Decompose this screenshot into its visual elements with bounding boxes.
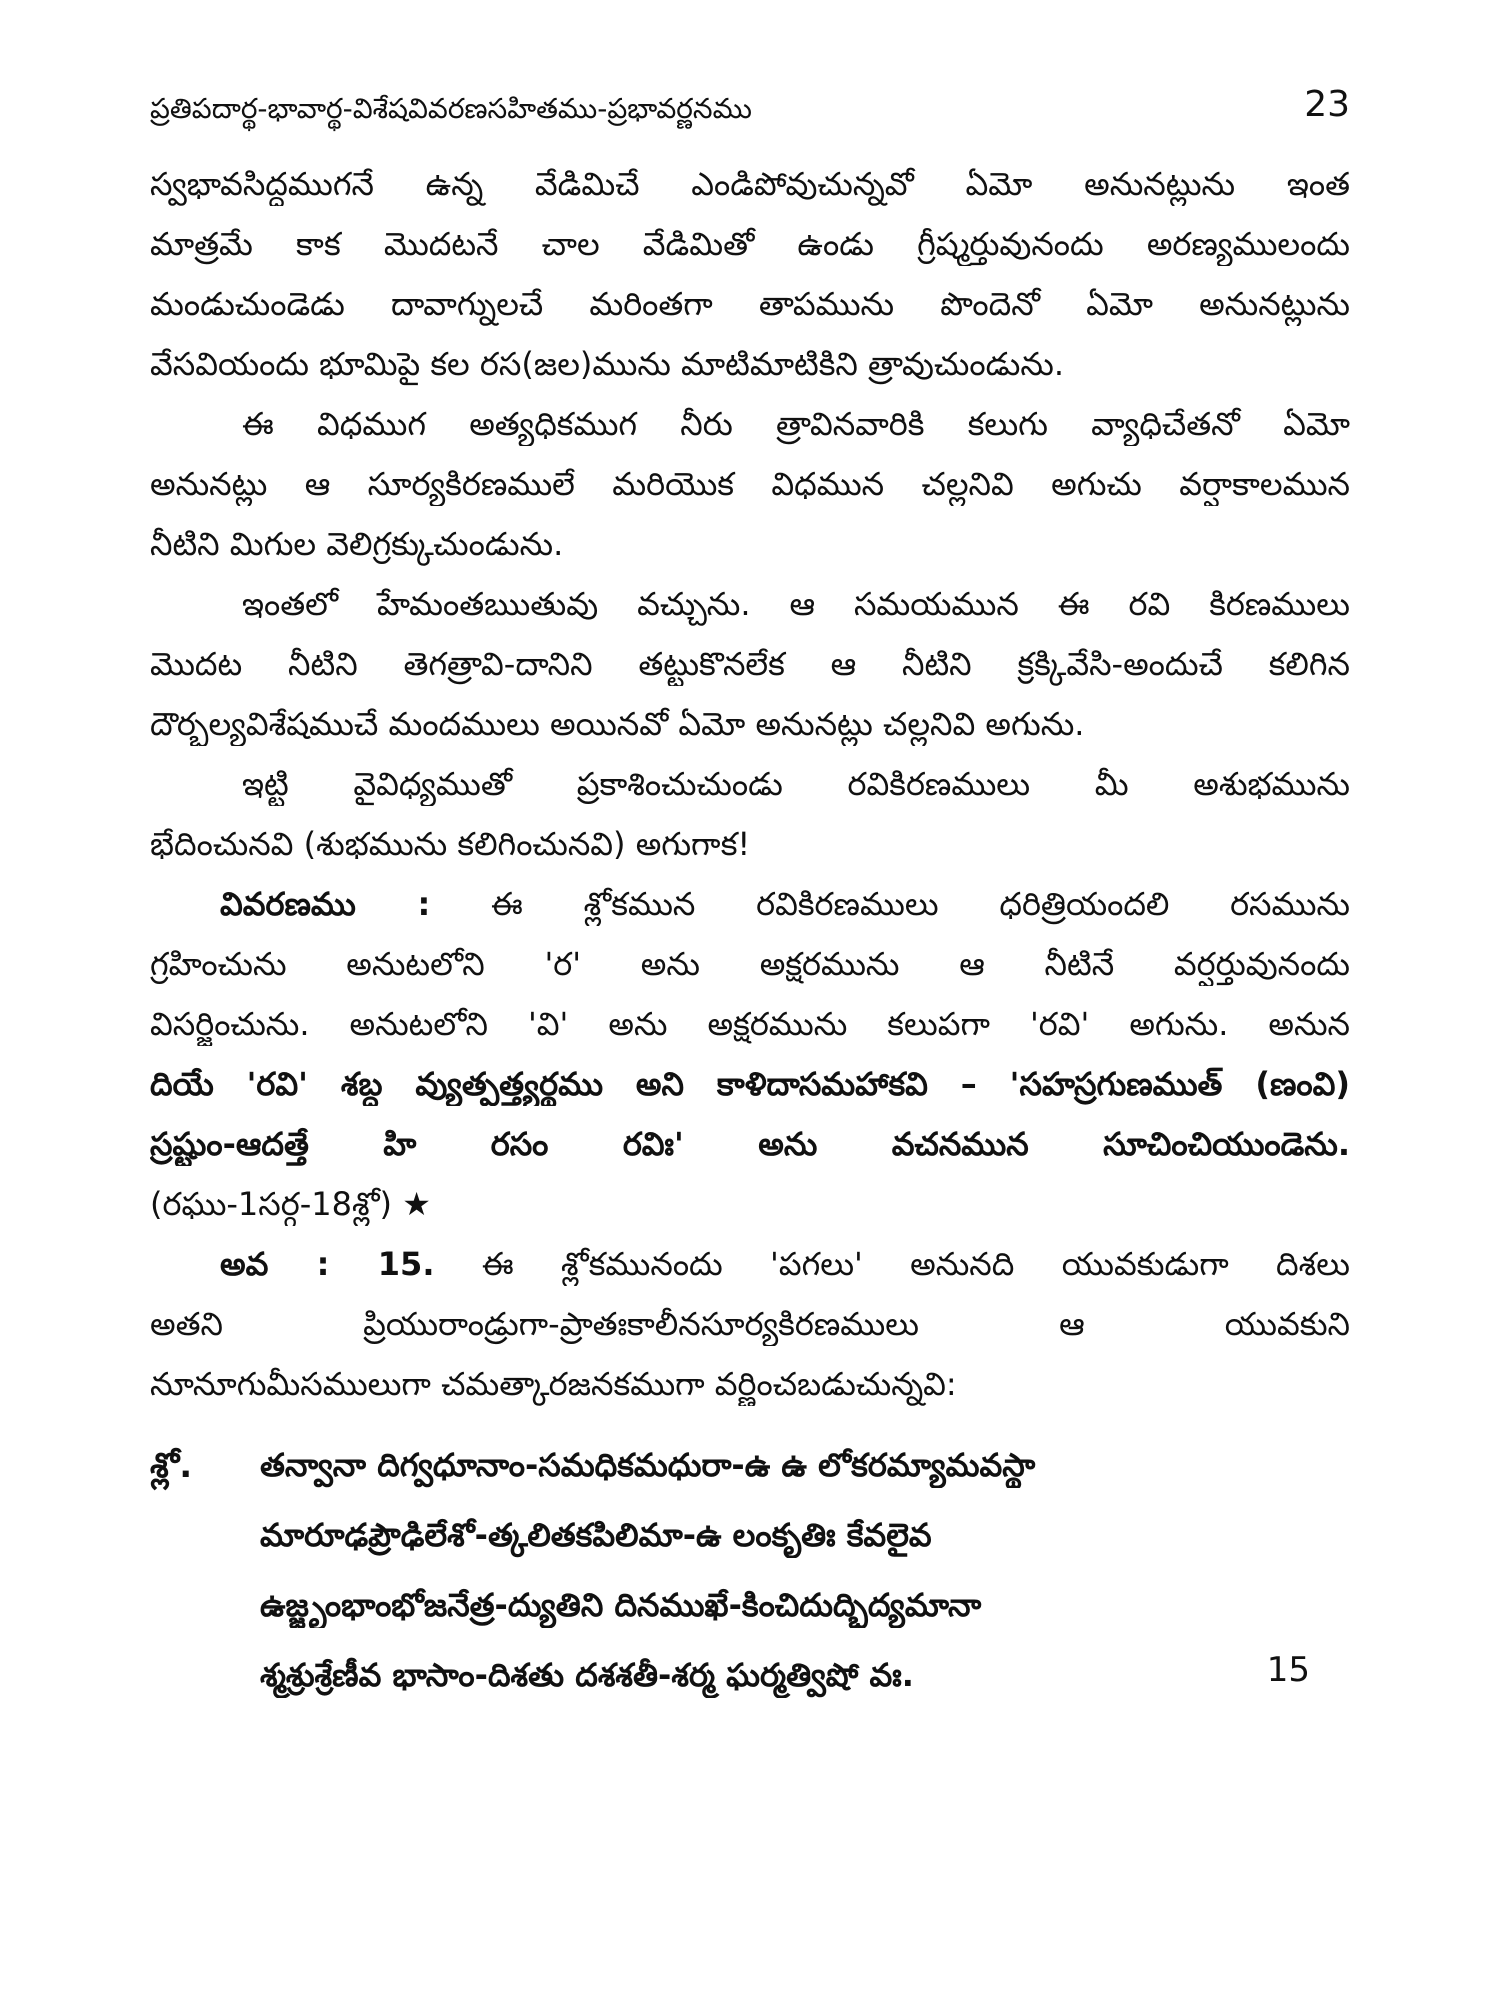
vivaranam-heading: వివరణము : bbox=[220, 885, 431, 923]
vivaranam-line: విసర్జించును. అనుటలోని 'వి' అను అక్షరమును కలుపగా 'రవి' అగును. అనున bbox=[150, 1005, 1350, 1043]
paragraph-3-line: మొదట నీటిని తెగత్రావి-దానిని తట్టుకొనలేక ఆ నీటిని క్రక్కివేసి-అందుచే కలిగిన bbox=[150, 645, 1350, 683]
paragraph-4-line: భేదించునవి (శుభమును కలిగించునవి) అగుగాక! bbox=[150, 825, 751, 863]
ava-line: అతని ప్రియురాండ్రుగా-ప్రాతఃకాలీనసూర్యకిరణములు ఆ యువకుని bbox=[150, 1305, 1350, 1343]
verse-line: ఉజ్జృంభాంభోజనేత్ర-ద్యుతిని దినముఖే-కించిదుద్భిద్యమానా bbox=[260, 1586, 982, 1624]
verse-line: మారూఢప్రౌఢిలేశో-త్కలితకపిలిమా-ఉ లంకృతిః కేవలైవ bbox=[260, 1516, 932, 1554]
document-page bbox=[150, 60, 1350, 1960]
paragraph-3-line: ఇంతలో హేమంతఋతువు వచ్చును. ఆ సమయమున ఈ రవి కిరణములు bbox=[242, 585, 1350, 623]
ava-line: నూనూగుమీసములుగా చమత్కారజనకముగా వర్ణించబడుచున్నవి: bbox=[150, 1365, 957, 1403]
vivaranam-citation: (రఘు-1సర్గ-18శ్లో) ★ bbox=[150, 1185, 431, 1223]
vivaranam-text: ఈ శ్లోకమున రవికిరణములు ధరిత్రియందలి రసమును bbox=[491, 885, 1350, 923]
ava-first-line bbox=[220, 1242, 1350, 1286]
verse-line: తన్వానా దిగ్వధూనాం-సమధికమధురా-ఉ ఉ లోకరమ్యామవస్థా bbox=[260, 1446, 1036, 1484]
vivaranam-line: దియే 'రవి' శబ్ద వ్యుత్పత్త్యర్థము అని కాళిదాసమహాకవి – 'సహస్రగుణముత్ (ణంవి) bbox=[150, 1065, 1350, 1103]
verse-line: శ్మశ్రుశ్రేణీవ భాసాం-దిశతు దశశతీ-శర్మ ఘర్మత్విషో వః. bbox=[260, 1656, 914, 1694]
running-title: ప్రతిపదార్థ-భావార్థ-విశేషవివరణసహితము-ప్రభావర్ణనము bbox=[150, 92, 752, 125]
paragraph-3-line: దౌర్బల్యవిశేషముచే మందములు అయినవో ఏమో అనునట్లు చల్లనివి అగును. bbox=[150, 705, 1085, 743]
page-number: 23 bbox=[1304, 84, 1350, 125]
paragraph-1-line: వేసవియందు భూమిపై కల రస(జల)మును మాటిమాటికిని త్రావుచుండును. bbox=[150, 345, 1065, 383]
paragraph-1-line: మండుచుండెడు దావాగ్నులచే మరింతగా తాపమును పొందెనో ఏమో అనునట్లును bbox=[150, 285, 1350, 323]
paragraph-2-line: నీటిని మిగుల వెలిగ్రక్కుచుండును. bbox=[150, 525, 564, 563]
verse-label: శ్లో. bbox=[150, 1446, 193, 1486]
ava-text: ఈ శ్లోకమునందు 'పగలు' అనునది యువకుడుగా దిశలు bbox=[481, 1245, 1350, 1283]
vivaranam-line: గ్రహించును అనుటలోని 'ర' అను అక్షరమును ఆ నీటినే వర్షర్తువునందు bbox=[150, 945, 1350, 983]
paragraph-4-line: ఇట్టి వైవిధ్యముతో ప్రకాశించుచుండు రవికిరణములు మీ అశుభమును bbox=[242, 765, 1350, 803]
page-header bbox=[150, 80, 1350, 140]
paragraph-2-line: ఈ విధముగ అత్యధికముగ నీరు త్రావినవారికి కలుగు వ్యాధిచేతనో ఏమో bbox=[242, 405, 1350, 443]
ava-heading: అవ : 15. bbox=[220, 1245, 435, 1283]
paragraph-1-line: మాత్రమే కాక మొదటనే చాల వేడిమితో ఉండు గ్రీష్మర్తువునందు అరణ్యములందు bbox=[150, 225, 1350, 263]
vivaranam-line: స్రష్టుం-ఆదత్తే హి రసం రవిః' అను వచనమున సూచించియుండెను. bbox=[150, 1125, 1350, 1163]
paragraph-2-line: అనునట్లు ఆ సూర్యకిరణములే మరియొక విధమున చల్లనివి అగుచు వర్షాకాలమున bbox=[150, 465, 1350, 503]
verse-number: 15 bbox=[1266, 1650, 1310, 1690]
paragraph-1-line: స్వభావసిద్ధముగనే ఉన్న వేడిమిచే ఎండిపోవుచున్నవో ఏమో అనునట్లును ఇంత bbox=[150, 165, 1350, 203]
vivaranam-first-line bbox=[220, 882, 1350, 926]
